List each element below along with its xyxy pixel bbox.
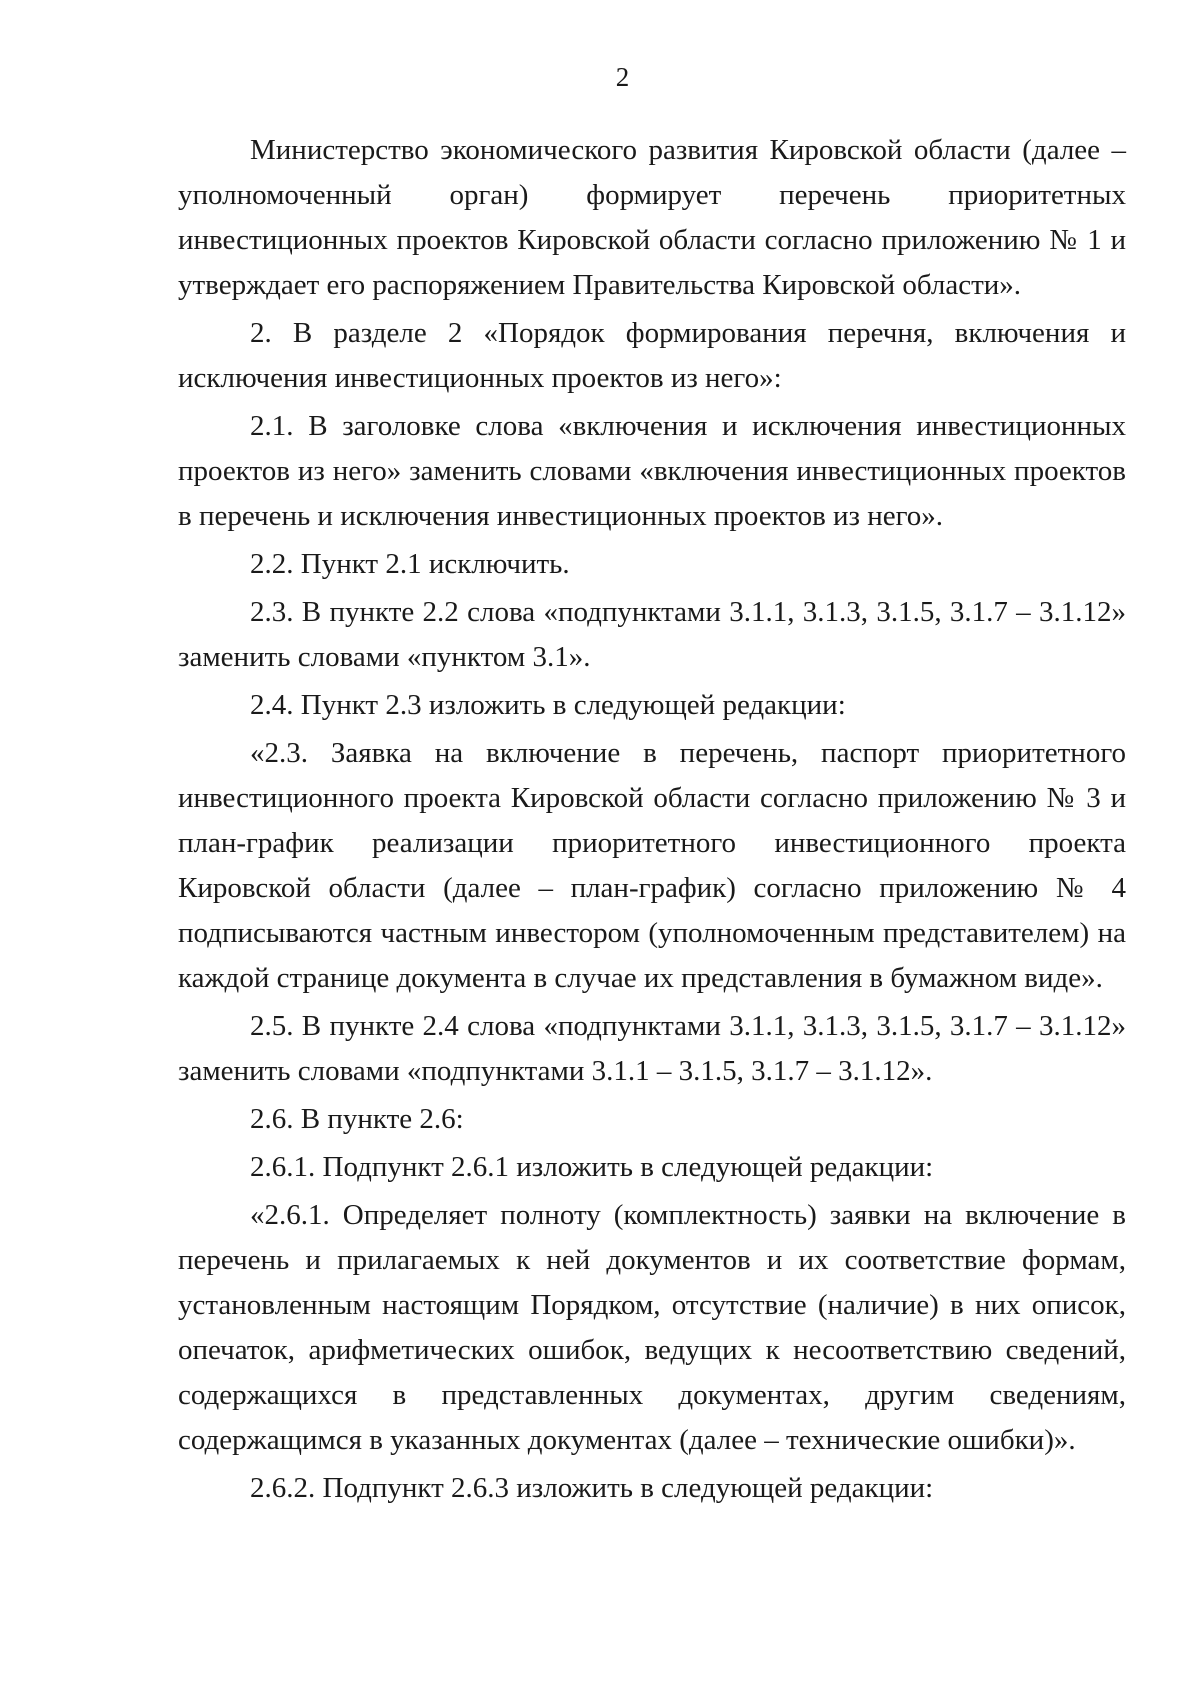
document-body — [178, 128, 1126, 1514]
paragraph: 2.4. Пункт 2.3 изложить в следующей редакции: — [250, 689, 846, 721]
paragraph: Министерство экономического развития Кировской области (далее – уполномоченный орган) формирует перечень приоритетных инвестиционных проектов Кировской области согласно приложению № 1 и утверждает его распоряжением Правительства Кировской области». — [178, 134, 1126, 301]
paragraph: 2.6.2. Подпункт 2.6.3 изложить в следующей редакции: — [250, 1472, 934, 1504]
page-number: 2 — [615, 62, 630, 92]
paragraph: 2.2. Пункт 2.1 исключить. — [250, 548, 570, 580]
paragraph: 2.5. В пункте 2.4 слова «подпунктами 3.1.1, 3.1.3, 3.1.5, 3.1.7 – 3.1.12» заменить словами «подпунктами 3.1.1 – 3.1.5, 3.1.7 – 3.1.12». — [178, 1010, 1126, 1087]
paragraph: «2.6.1. Определяет полноту (комплектность) заявки на включение в перечень и прилагаемых к ней документов и их соответствие формам, установленным настоящим Порядком, отсутствие (наличие) в них описок, опечаток, арифметических ошибок, ведущих к несоответствию сведений, содержащихся в представленных документах, другим сведениям, содержащимся в указанных документах (далее – технические ошибки)». — [178, 1199, 1126, 1456]
paragraph: 2.3. В пункте 2.2 слова «подпунктами 3.1.1, 3.1.3, 3.1.5, 3.1.7 – 3.1.12» заменить словами «пунктом 3.1». — [178, 596, 1126, 673]
paragraph: 2.6.1. Подпункт 2.6.1 изложить в следующей редакции: — [250, 1151, 934, 1183]
paragraph: 2.6. В пункте 2.6: — [250, 1103, 464, 1135]
paragraph: 2. В разделе 2 «Порядок формирования перечня, включения и исключения инвестиционных проектов из него»: — [178, 317, 1126, 394]
paragraph: 2.1. В заголовке слова «включения и исключения инвестиционных проектов из него» заменить словами «включения инвестиционных проектов в перечень и исключения инвестиционных проектов из него». — [178, 410, 1126, 532]
paragraph: «2.3. Заявка на включение в перечень, паспорт приоритетного инвестиционного проекта Кировской области согласно приложению № 3 и план-график реализации приоритетного инвестиционного проекта Кировской области (далее – план-график) согласно приложению № 4 подписываются частным инвестором (уполномоченным представителем) на каждой странице документа в случае их представления в бумажном виде». — [178, 737, 1126, 994]
